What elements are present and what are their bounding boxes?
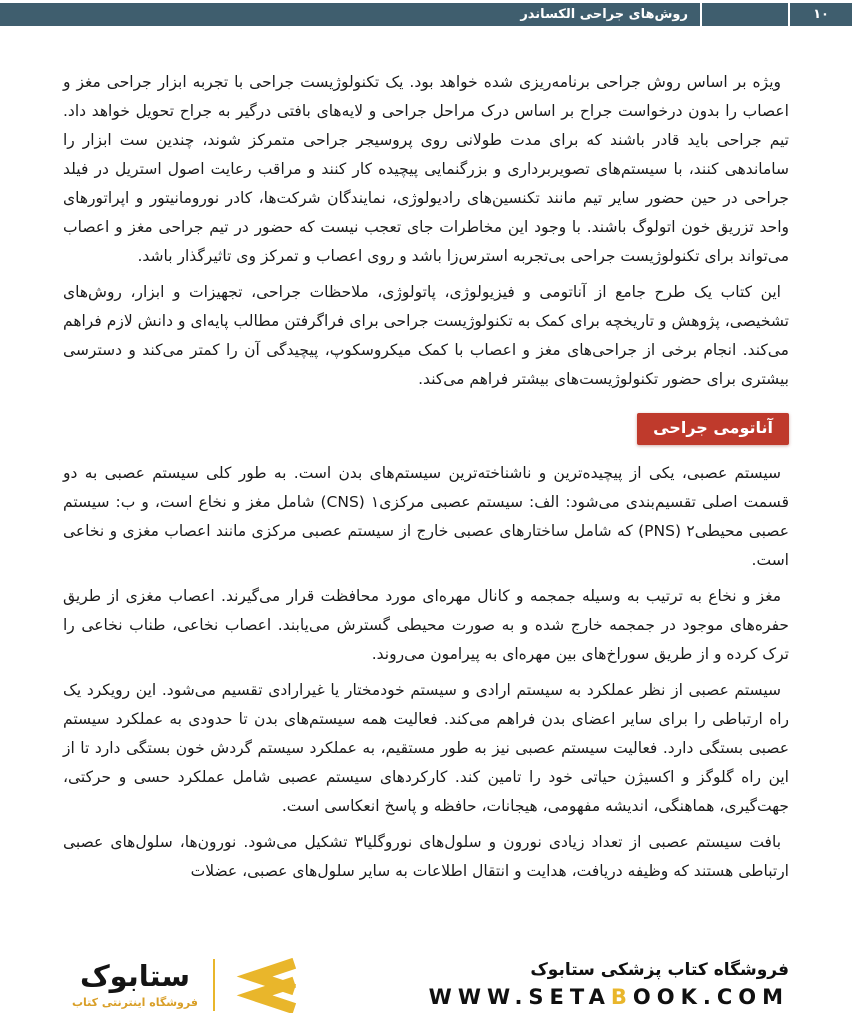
logo-subtitle: فروشگاه اینترنتی کتاب [72,995,198,1009]
logo-wordmark-block [72,960,198,1008]
body-paragraph: سیستم عصبی، یکی از پیچیده‌ترین و ناشناخته‌ترین سیستم‌های بدن است. به طور کلی سیستم عصبی به دو قسمت اصلی تقسیم‌بندی می‌شود: الف: سیستم عصبی مرکزی۱ (CNS) شامل مغز و نخاع است، و ب: سیستم عصبی محیطی۲ (PNS) که شامل ساختارهای عصبی خارج از سیستم عصبی مرکزی مانند اعصاب مغزی و نخاعی است. [63,464,790,570]
website-suffix: OOK.COM [632,985,789,1009]
logo-wordmark: ستابوک [79,959,190,994]
header-divider [700,3,702,26]
body-paragraph: ویژه بر اساس روش جراحی برنامه‌ریزی شده خواهد بود. یک تکنولوژیست جراحی با تجربه ابزار جراحی مغز و اعصاب را بدون درخواست جراح بر اساس درک مراحل جراحی و لایه‌های بافتی درگیر به جراح تحویل خواهد داد. تیم جراحی باید قادر باشند که برای مدت طولانی روی پروسیجر جراحی متمرکز شوند، چندین ست ابزار را ساماندهی کنند، با سیستم‌های تصویربرداری و بزرگنمایی پیچیده کار کنند و مراقب رعایت اصول استریل در فیلد جراحی در حین حضور سایر تیم مانند تکنسین‌های رادیولوژی، نمایندگان شرکت‌ها، کادر نورومانیتور و اپراتورهای واحد تزریق خون اتولوگ باشند. با وجود این مخاطرات جای تعجب نیست که حضور در تیم جراحی مغز و اعصاب می‌تواند برای تکنولوژیست جراحی بی‌تجربه استرس‌زا باشد و روی اعصاب و تمرکز وی تاثیرگذار باشد. [63,73,789,265]
header-divider [788,3,790,26]
fade-overlay [0,895,852,953]
store-title: فروشگاه کتاب پزشکی ستابوک [530,960,789,980]
body-paragraph: سیستم عصبی از نظر عملکرد به سیستم ارادی و سیستم خودمختار یا غیرارادی تقسیم می‌شود. این رویکرد یک راه ارتباطی را برای سایر اعضای بدن فراهم می‌کند. فعالیت همه سیستم‌های بدن تا حدودی به عملکرد سیستم عصبی بستگی دارد. فعالیت سیستم عصبی نیز به طور مستقیم، به عملکرد سیستم گردش خون بستگی دارد تا از این راه گلوگز و اکسیژن حیاتی خود را تامین کند. کارکردهای سیستم عصبی شامل عملکرد حسی و حرکتی، جهت‌گیری، هماهنگی، اندیشه مفهومی، هیجانات، حافظه و پاسخ انعکاسی است. [63,681,789,816]
page-number: ۱۰ [813,7,829,22]
website-accent: B [610,985,633,1009]
header-title-area [0,3,700,26]
body-paragraph: بافت سیستم عصبی از تعداد زیادی نورون و سلول‌های نوروگلیا۳ تشکیل می‌شود. نورون‌ها، سلول‌های عصبی ارتباطی هستند که وظیفه دریافت، هدایت و انتقال اطلاعات به سایر سلول‌های عصبی، عضلات [63,833,789,881]
body-paragraph: این کتاب یک طرح جامع از آناتومی و فیزیولوژی، پاتولوژی، ملاحظات جراحی، تجهیزات و ابزار، روش‌های تشخیصی، پژوهش و تاریخچه برای کمک به تکنولوژیست جراحی برای فراگرفتن مطالب پایه‌ای و دانش لازم فراهم می‌کند. انجام برخی از جراحی‌های مغز و اعصاب با کمک میکروسکوپ، پیچیدگی آن را کمتر می‌کند و دسترسی بیشتری برای حضور تکنولوژیست‌های بیشتر فراهم می‌کند. [63,283,789,388]
section-heading-surgical-anatomy: آناتومی جراحی [637,413,789,445]
page-body [0,26,852,886]
body-paragraph: مغز و نخاع به ترتیب به وسیله جمجمه و کانال مهره‌ای مورد محافظت قرار می‌گیرند. اعصاب مغزی از طریق حفره‌های موجود در جمجمه خارج شده و به صورت محیطی گسترش می‌یابند. اعصاب نخاعی، طناب نخاعی را ترک کرده و از طریق سوراخ‌های بین مهره‌ای به پیرامون می‌روند. [63,587,789,664]
running-header [0,3,852,26]
double-chevron-book-icon [230,957,300,1013]
logo-divider [213,959,215,1011]
chapter-title: روش‌های جراحی الکساندر [520,7,688,22]
footer-text-block [429,960,789,1009]
website-prefix: WWW.SETA [428,985,611,1009]
header-spacer [702,3,788,26]
publisher-footer [0,953,852,1023]
website-url [429,985,789,1009]
setabook-logo [72,957,300,1013]
book-page [0,3,852,1023]
